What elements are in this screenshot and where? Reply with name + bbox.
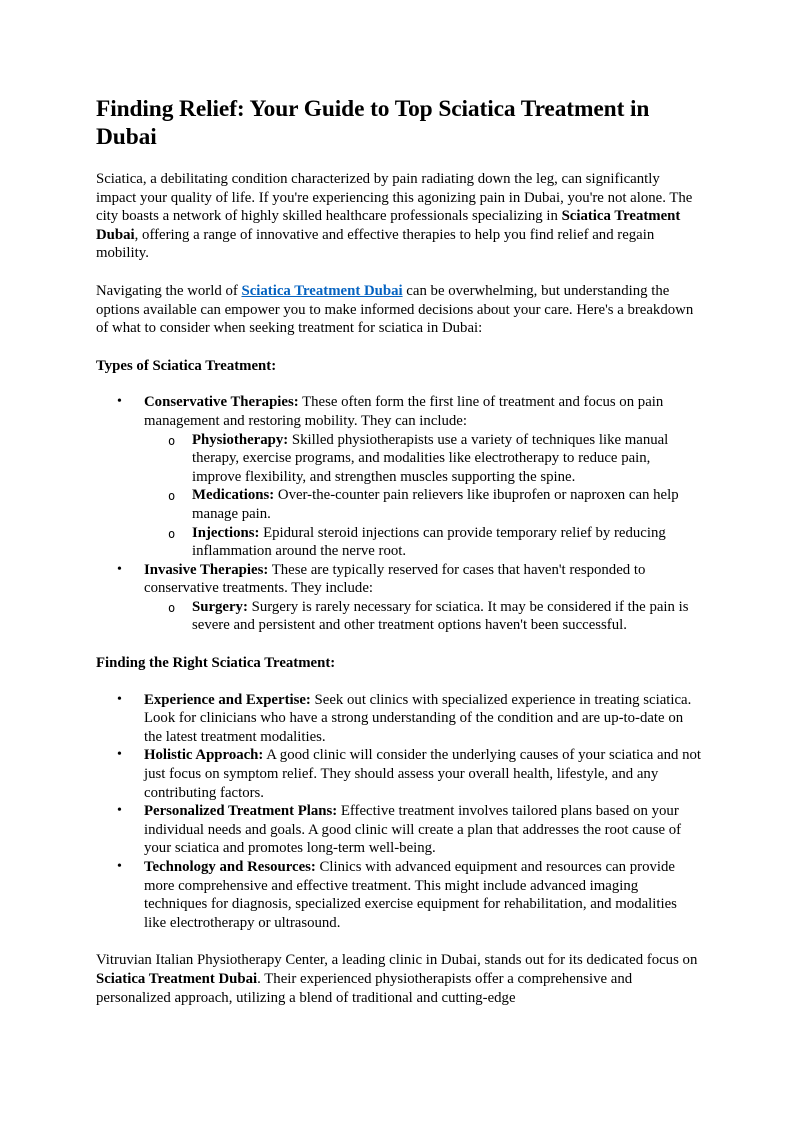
- bullet-disc-icon: •: [117, 394, 122, 410]
- invasive-sublist: [144, 598, 702, 635]
- bullet-disc-icon: •: [117, 747, 122, 763]
- intro-p2-text-b: can be overwhelming, but understanding the options available can empower you to make informed decisions about your care. Here's a breakdown of what to consider when seeking treatment for sciatica in Dubai:: [96, 282, 694, 337]
- closing-paragraph: [96, 951, 702, 1007]
- invasive-label: Invasive Therapies:: [144, 561, 269, 578]
- injections-text: Epidural steroid injections can provide temporary relief by reducing inflammation around the nerve root.: [192, 524, 666, 560]
- bullet-disc-icon: •: [117, 803, 122, 819]
- conservative-text: These often form the first line of treatment and focus on pain management and restoring mobility. They can include:: [144, 394, 664, 429]
- list-item-personalized: [96, 802, 702, 858]
- bullet-circle-icon: o: [168, 600, 176, 615]
- list-item-experience: [96, 691, 702, 747]
- technology-label: Technology and Resources:: [144, 859, 316, 875]
- intro-p1-text-a: Sciatica, a debilitating condition characterized by pain radiating down the leg, can significantly impact your quality of life. If you're experiencing this agonizing pain in Dubai, you're not alone. The city boasts a network of highly skilled healthcare professionals specializing in: [96, 171, 693, 225]
- types-heading: Types of Sciatica Treatment:: [96, 357, 277, 374]
- sciatica-treatment-dubai-link[interactable]: Sciatica Treatment Dubai: [241, 282, 403, 299]
- closing-text-a: Vitruvian Italian Physiotherapy Center, a leading clinic in Dubai, stands out for its dedicated focus on: [96, 952, 698, 969]
- physiotherapy-label: Physiotherapy:: [192, 431, 289, 448]
- medications-text: Over-the-counter pain relievers like ibuprofen or naproxen can help manage pain.: [192, 487, 679, 522]
- page-title: Finding Relief: Your Guide to Top Sciatica Treatment in Dubai: [96, 96, 650, 150]
- list-item-physiotherapy: [144, 431, 702, 487]
- intro-p1-bold: Sciatica Treatment Dubai: [96, 208, 681, 243]
- experience-text: Seek out clinics with specialized experience in treating sciatica. Look for clinicians who have a strong understanding of the condition and are up-to-date on the latest treatment modalities.: [144, 691, 692, 745]
- bullet-disc-icon: •: [117, 859, 122, 874]
- list-item-injections: [144, 524, 702, 561]
- holistic-text: A good clinic will consider the underlying causes of your sciatica and not just focus on symptom relief. They should assess your overall health, lifestyle, and any contributing factors.: [144, 747, 701, 801]
- injections-label: Injections:: [192, 524, 260, 541]
- personalized-text: Effective treatment involves tailored plans based on your individual needs and goals. A good clinic will create a plan that addresses the root cause of your sciatica and promotes long-term well-being.: [144, 803, 682, 857]
- medications-label: Medications:: [192, 487, 275, 504]
- surgery-label: Surgery:: [192, 598, 248, 615]
- finding-list: [96, 691, 702, 933]
- list-item-surgery: [144, 598, 702, 635]
- surgery-text: Surgery is rarely necessary for sciatica. It may be considered if the pain is severe and persistent and other treatment options haven't been successful.: [192, 598, 689, 634]
- holistic-label: Holistic Approach:: [144, 747, 264, 764]
- intro-p1-text-b: , offering a range of innovative and effective therapies to help you find relief and regain mobility.: [96, 226, 655, 262]
- closing-bold: Sciatica Treatment Dubai: [96, 970, 258, 987]
- list-item-technology: [96, 858, 702, 932]
- list-item-holistic: [96, 746, 702, 802]
- list-item-medications: [144, 486, 702, 523]
- types-list: [96, 393, 702, 635]
- closing-text-b: . Their experienced physiotherapists offer a comprehensive and personalized approach, utilizing a blend of traditional and cutting-edge: [96, 970, 633, 1006]
- invasive-text: These are typically reserved for cases that haven't responded to conservative treatments. They include:: [144, 561, 646, 597]
- list-item-invasive: [96, 561, 702, 635]
- conservative-label: Conservative Therapies:: [144, 394, 299, 411]
- bullet-disc-icon: •: [117, 691, 122, 707]
- intro-paragraph-2: [96, 282, 702, 338]
- intro-paragraph-1: [96, 170, 702, 263]
- personalized-label: Personalized Treatment Plans:: [144, 803, 338, 820]
- bullet-circle-icon: o: [168, 433, 176, 448]
- experience-label: Experience and Expertise:: [144, 691, 311, 708]
- document-page: [96, 96, 702, 1026]
- physiotherapy-text: Skilled physiotherapists use a variety of techniques like manual therapy, exercise programs, and modalities like electrotherapy to reduce pain, improve flexibility, and strengthen muscles supporting the spine.: [192, 431, 669, 485]
- bullet-circle-icon: o: [168, 489, 176, 504]
- list-item-conservative: [96, 393, 702, 560]
- bullet-circle-icon: o: [168, 526, 176, 541]
- intro-p2-text-a: Navigating the world of: [96, 282, 242, 299]
- bullet-disc-icon: •: [117, 561, 122, 577]
- finding-heading: Finding the Right Sciatica Treatment:: [96, 655, 336, 672]
- conservative-sublist: [144, 431, 702, 561]
- technology-text: Clinics with advanced equipment and resources can provide more comprehensive and effective treatment. This might include advanced imaging techniques for diagnosis, specialized exercise equipment for rehabilitation, and modalities like electrotherapy or ultrasound.: [144, 859, 677, 931]
